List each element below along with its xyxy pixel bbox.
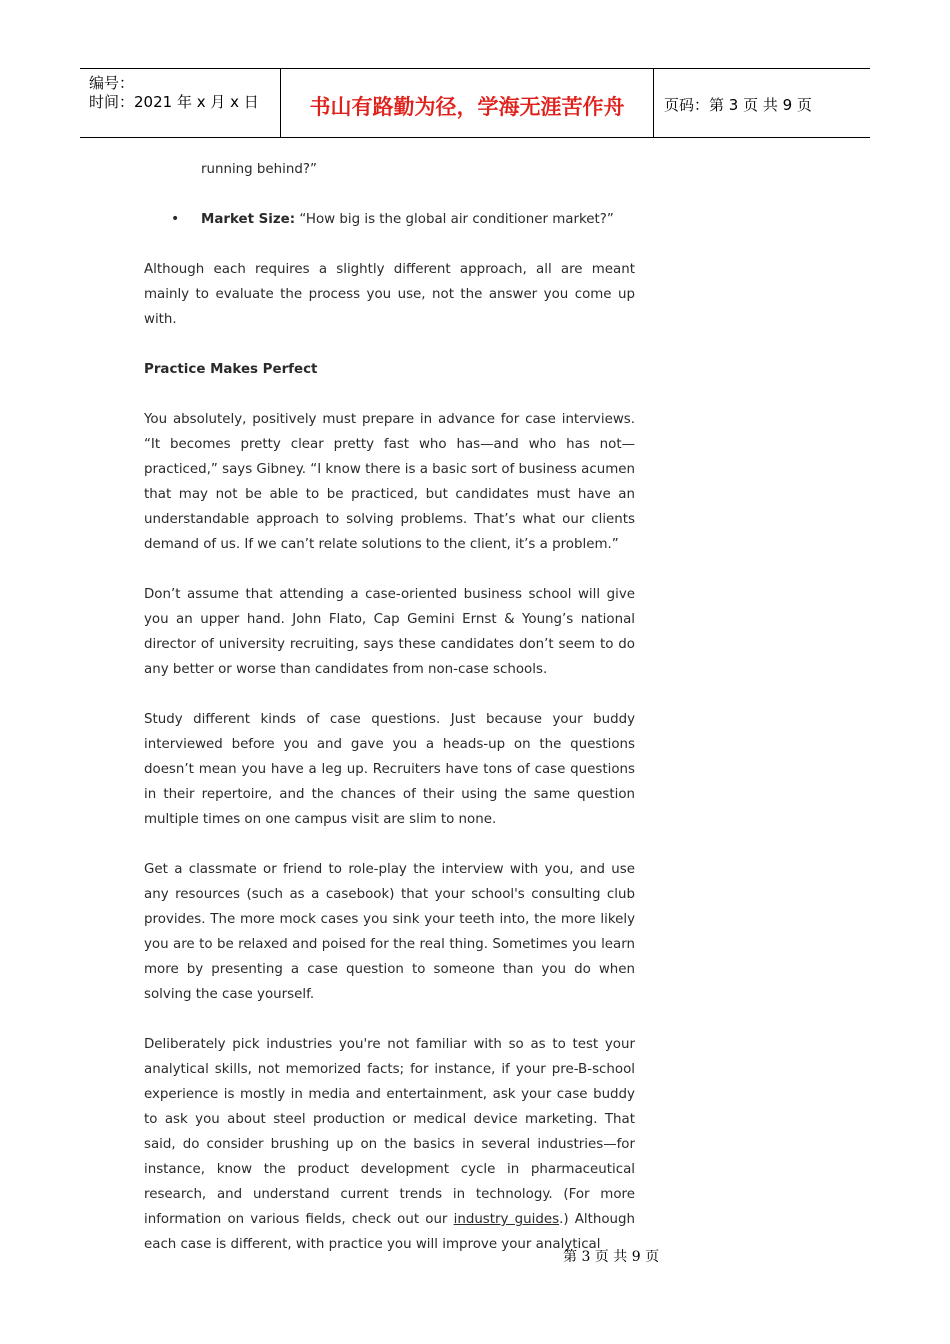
page-header bbox=[80, 68, 870, 138]
page-footer: 第 3 页 共 9 页 bbox=[563, 1249, 660, 1265]
header-right-cell bbox=[654, 69, 870, 137]
paragraph-industries-text-after: .) Although each case is different, with practice you will improve your analytical bbox=[144, 1212, 635, 1252]
header-page-code: 页码：第 3 页 共 9 页 bbox=[664, 96, 812, 114]
paragraph-industries-text-before: Deliberately pick industries you're not familiar with so as to test your analytical skills, not memorized facts; for instance, if your pre-B-school experience is mostly in media and entertainment, ask your case buddy to ask you about steel production or medical device marketing. That said, do consider brushing up on the basics in several industries—for instance, know the product development cycle in pharmaceutical research, and understand current trends in technology. (For more information on various fields, check out our bbox=[144, 1037, 635, 1227]
industry-guides-link[interactable]: industry guides bbox=[453, 1212, 560, 1227]
document-number-label: 编号： bbox=[89, 74, 135, 92]
paragraph-case-school: Don’t assume that attending a case-oriented business school will give you an upper hand. John Flato, Cap Gemini Ernst & Young’s national director of university recruiting, says these candidates don’t seem to do any better or worse than candidates from non-case schools. bbox=[144, 587, 635, 677]
paragraph-study-questions: Study different kinds of case questions. Just because your buddy interviewed before you and gave you a heads-up on the questions doesn’t mean you have a leg up. Recruiters have tons of case questions in their repertoire, and the chances of their using the same question multiple times on one campus visit are slim to none. bbox=[144, 712, 635, 827]
bullet-dot-icon: • bbox=[171, 211, 180, 227]
document-time-label: 时间：2021 年 x 月 x 日 bbox=[89, 93, 259, 111]
document-body bbox=[144, 157, 635, 1282]
paragraph-industries bbox=[144, 1032, 635, 1257]
bullet-item-market-size bbox=[144, 207, 635, 232]
paragraph-role-play: Get a classmate or friend to role-play the interview with you, and use any resources (such as a casebook) that your school's consulting club provides. The more mock cases you sink your teeth into, the more likely you are to be relaxed and poised for the real thing. Sometimes you learn more by presenting a case question to someone than you do when solving the case yourself. bbox=[144, 862, 635, 1002]
bullet-label: Market Size: bbox=[201, 212, 296, 227]
section-heading: Practice Makes Perfect bbox=[144, 362, 318, 377]
header-motto: 书山有路勤为径，学海无涯苦作舟 bbox=[309, 95, 625, 119]
paragraph-prepare: You absolutely, positively must prepare in advance for case interviews. “It becomes pretty clear pretty fast who has—and who has not—practiced,” says Gibney. “I know there is a basic sort of business acumen that may not be able to be practiced, but candidates must have an understandable approach to solving problems. That’s what our clients demand of us. If we can’t relate solutions to the client, it’s a problem.” bbox=[144, 412, 635, 552]
paragraph-approach: Although each requires a slightly different approach, all are meant mainly to evaluate the process you use, not the answer you come up with. bbox=[144, 262, 635, 327]
bullet-text: “How big is the global air conditioner market?” bbox=[295, 212, 614, 227]
bullet-continuation-line: running behind?” bbox=[201, 162, 317, 177]
header-left-cell bbox=[80, 69, 281, 137]
header-middle-cell bbox=[281, 69, 654, 137]
